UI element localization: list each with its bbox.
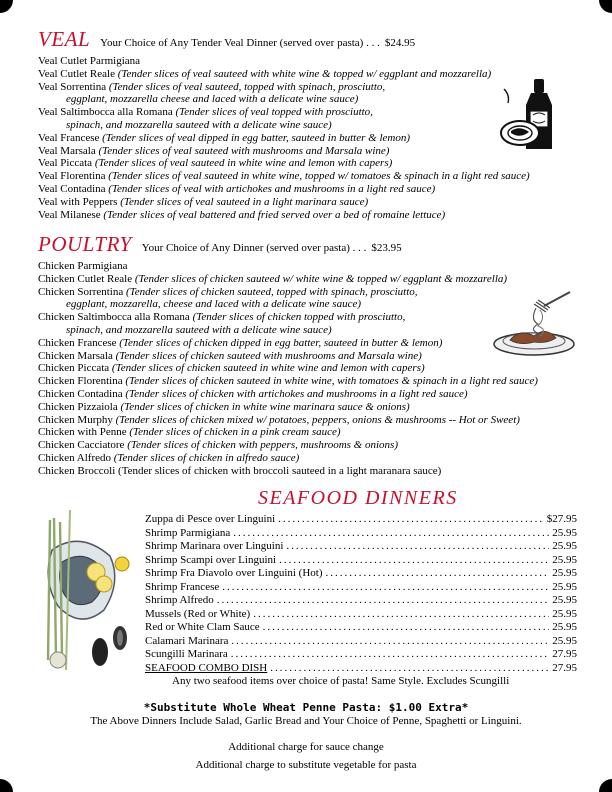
dot-leader	[231, 635, 549, 649]
menu-item-name: Chicken Saltimbocca alla Romana	[38, 311, 190, 324]
seafood-item	[145, 662, 577, 676]
seafood-items	[145, 513, 577, 675]
seafood-item	[145, 621, 577, 635]
dot-leader	[231, 648, 549, 662]
seafood-item-name: Scungilli Marinara	[145, 648, 228, 660]
menu-item	[38, 426, 592, 439]
veal-header	[38, 27, 592, 52]
menu-item-name: Chicken with Penne	[38, 426, 127, 439]
poultry-subtitle: Your Choice of Any Dinner (served over pasta) . . . $23.95	[141, 242, 402, 254]
seafood-item	[145, 554, 577, 568]
menu-item-name: Veal Cutlet Parmigiana	[38, 55, 141, 67]
seafood-item-price: 25.95	[552, 594, 577, 606]
menu-item	[38, 273, 592, 286]
menu-item-description: (Tender slices of veal sauteed in white wine and lemon with capers)	[94, 157, 393, 170]
dot-leader	[286, 540, 549, 554]
dot-leader	[233, 527, 549, 541]
seafood-item-name: Red or White Clam Sauce	[145, 621, 260, 633]
seafood-item-price: 25.95	[552, 526, 577, 539]
dot-leader	[278, 513, 544, 527]
menu-item-description-continued: eggplant, mozzarella cheese and laced with a delicate wine sauce)	[66, 93, 359, 106]
seafood-item-name: Mussels (Red or White)	[145, 607, 251, 620]
menu-item	[38, 55, 592, 68]
menu-item-name: Chicken Florentina	[38, 375, 123, 388]
menu-item	[38, 196, 592, 209]
menu-item-name: Chicken Parmigiana	[38, 260, 128, 272]
menu-item-name: Veal Saltimbocca alla Romana	[38, 106, 173, 119]
menu-item-name: Chicken Cacciatore	[38, 439, 125, 452]
veal-subtitle: Your Choice of Any Tender Veal Dinner (served over pasta) . . . $24.95	[100, 37, 416, 49]
menu-item	[38, 401, 592, 414]
seafood-item	[145, 635, 577, 649]
menu-item-description: (Tender slices of veal sauteed in a light marinara sauce)	[120, 195, 369, 208]
menu-item-name: Veal Cutlet Reale	[38, 67, 115, 80]
menu-item-name: Veal Sorrentina	[38, 80, 107, 93]
menu-item-description: (Tender slices of chicken with peppers, mushrooms & onions)	[127, 439, 398, 452]
menu-item-description: (Tender slices of chicken dipped in egg batter, sauteed in butter & lemon)	[119, 336, 443, 349]
menu-item-name: Chicken Broccoli	[38, 464, 116, 477]
seafood-item-price: 25.95	[552, 553, 577, 566]
vegetable-charge-note: Additional charge to substitute vegetable for pasta	[195, 759, 417, 771]
dot-leader	[222, 581, 549, 595]
menu-item-name: Chicken Cutlet Reale	[38, 272, 133, 285]
corner-mark	[0, 779, 13, 792]
dot-leader	[263, 621, 550, 635]
menu-item-name: Chicken Murphy	[38, 413, 113, 426]
menu-item-name: Chicken Piccata	[38, 362, 110, 375]
menu-item-name: Veal Piccata	[38, 157, 93, 170]
seafood-item-price: 25.95	[552, 580, 577, 593]
corner-mark	[599, 0, 612, 13]
seafood-item-name: Calamari Marinara	[145, 634, 229, 647]
menu-item	[38, 439, 592, 452]
seafood-item-price: $27.95	[546, 513, 577, 525]
menu-item-description: (Tender slices of chicken with artichokes and mushrooms in a light red sauce)	[125, 387, 468, 400]
sauce-charge-note: Additional charge for sauce change	[228, 741, 384, 753]
corner-mark	[0, 0, 13, 13]
dot-leader	[270, 662, 549, 676]
menu-item-description: (Tender slices of veal sauteed in white wine, topped w/ tomatoes & spinach in a light red sauce)	[108, 170, 530, 183]
menu-item-description: (Tender slices of chicken in white wine marinara sauce & onions)	[120, 400, 410, 413]
menu-item-description: (Tender slices of veal sauteed with white wine & topped w/ eggplant and mozzarella)	[117, 67, 492, 80]
seafood-note: Any two seafood items over choice of pasta! Same Style. Excludes Scungilli	[172, 675, 510, 687]
seafood-item	[145, 527, 577, 541]
menu-item-description: (Tender slices of chicken sauteed in white wine, with tomatoes & spinach in a light red sauce)	[125, 375, 538, 388]
seafood-item-price: 25.95	[552, 621, 577, 633]
menu-item-description: (Tender slices of chicken in alfredo sauce)	[113, 451, 300, 464]
veal-price: $24.95	[384, 37, 416, 49]
seafood-item-name: Shrimp Parmigiana	[145, 526, 231, 539]
menu-item-name: Veal Milanese	[38, 208, 101, 221]
menu-item-name: Chicken Alfredo	[38, 451, 112, 464]
seafood-item-price: 25.95	[552, 567, 577, 579]
seafood-item-price: 25.95	[552, 607, 577, 620]
menu-item-description: (Tender slices of chicken with broccoli sauteed in a light maranara sauce)	[118, 464, 442, 477]
seafood-item-price: 25.95	[552, 634, 577, 647]
menu-item	[38, 157, 592, 170]
seafood-item	[145, 594, 577, 608]
menu-item-description-continued: eggplant, mozzarella, cheese and laced with a delicate wine sauce)	[66, 298, 361, 311]
menu-item-description: (Tender slices of chicken sauteed w/ white wine & topped w/ eggplant & mozzarella)	[134, 272, 508, 285]
dot-leader	[217, 594, 550, 608]
menu-item-description-continued: spinach, and mozzarella sauteed with a delicate wine sauce)	[66, 323, 332, 336]
menu-item-name: Veal Marsala	[38, 144, 96, 157]
menu-item-description: (Tender slices of veal dipped in egg batter, sauteed in butter & lemon)	[102, 131, 410, 144]
seafood-item-price: 27.95	[552, 661, 577, 674]
menu-item-description: (Tender slices of chicken in a pink cream sauce)	[129, 426, 341, 439]
substitute-note: *Substitute Whole Wheat Penne Pasta: $1.00 Extra*	[143, 701, 469, 714]
menu-item-description: (Tender slices of chicken sauteed with mushrooms and Marsala wine)	[115, 349, 422, 362]
dot-leader	[253, 608, 549, 622]
dot-leader	[326, 567, 550, 581]
menu-item	[38, 388, 592, 401]
veal-title: VEAL	[38, 27, 91, 51]
menu-item-description: (Tender slices of veal battered and fried served over a bed of romaine lettuce)	[103, 208, 446, 221]
seafood-item	[145, 540, 577, 554]
menu-item	[38, 362, 592, 375]
menu-item-name: Chicken Contadina	[38, 387, 123, 400]
menu-item-name: Chicken Marsala	[38, 349, 113, 362]
menu-item-name: Veal Florentina	[38, 170, 106, 183]
menu-item	[38, 414, 592, 427]
seafood-title: SEAFOOD DINNERS	[258, 487, 458, 509]
seafood-item-name: Shrimp Alfredo	[145, 594, 214, 606]
spaghetti-plate-illustration	[490, 290, 586, 358]
menu-item	[38, 465, 592, 478]
menu-item	[38, 209, 592, 222]
menu-item-description-continued: spinach, and mozzarella sauteed with a delicate wine sauce)	[66, 118, 332, 131]
menu-item	[38, 452, 592, 465]
menu-item	[38, 260, 592, 273]
menu-item-description: (Tender slices of veal sauteed with mushrooms and Marsala wine)	[98, 144, 390, 157]
seafood-item-name: Shrimp Marinara over Linguini	[145, 540, 284, 552]
includes-note: The Above Dinners Include Salad, Garlic Bread and Your Choice of Penne, Spaghetti or Linguini.	[90, 715, 522, 727]
menu-item-description: (Tender slices of chicken sauteed in white wine and lemon with capers)	[111, 362, 425, 375]
menu-item-name: Veal Francese	[38, 131, 100, 144]
seafood-item	[145, 567, 577, 581]
seafood-item-name: Zuppa di Pesce over Linguini	[145, 513, 276, 525]
seafood-item	[145, 648, 577, 662]
menu-item-description: (Tender slices of chicken sauteed, topped with spinach, prosciutto,	[125, 285, 418, 298]
menu-item	[38, 170, 592, 183]
menu-item-name: Veal Contadina	[38, 182, 106, 195]
menu-item-description: (Tender slices of veal with artichokes and mushrooms in a light red sauce)	[108, 182, 436, 195]
menu-item	[38, 375, 592, 388]
menu-item-name: Veal with Peppers	[38, 195, 118, 208]
seafood-platter-illustration	[40, 510, 140, 680]
dot-leader	[279, 554, 549, 568]
seafood-item	[145, 608, 577, 622]
seafood-item	[145, 581, 577, 595]
menu-item-description: (Tender slices of chicken topped with prosciutto,	[192, 311, 406, 324]
menu-item	[38, 183, 592, 196]
menu-item-name: Chicken Francese	[38, 336, 117, 349]
menu-item-name: Chicken Pizzaiola	[38, 400, 118, 413]
seafood-item-name: SEAFOOD COMBO DISH	[145, 661, 268, 674]
corner-mark	[599, 779, 612, 792]
poultry-title: POULTRY	[38, 232, 132, 256]
wine-bottle-plate-illustration	[500, 75, 562, 155]
seafood-item-name: Shrimp Scampi over Linguini	[145, 553, 277, 566]
menu-item-name: Chicken Sorrentina	[38, 285, 124, 298]
seafood-item-name: Shrimp Francese	[145, 580, 220, 593]
menu-item-description: (Tender slices of veal topped with prosciutto,	[175, 106, 373, 119]
seafood-item-price: 25.95	[552, 540, 577, 552]
seafood-item-price: 27.95	[552, 648, 577, 660]
menu-item-description: (Tender slices of chicken mixed w/ potatoes, peppers, onions & mushrooms -- Hot or Sweet)	[115, 413, 520, 426]
seafood-item-name: Shrimp Fra Diavolo over Linguini (Hot)	[145, 567, 323, 579]
seafood-item	[145, 513, 577, 527]
poultry-header	[38, 232, 592, 257]
poultry-price: $23.95	[371, 242, 402, 254]
menu-item-description: (Tender slices of veal sauteed, topped with spinach, prosciutto,	[108, 80, 386, 93]
